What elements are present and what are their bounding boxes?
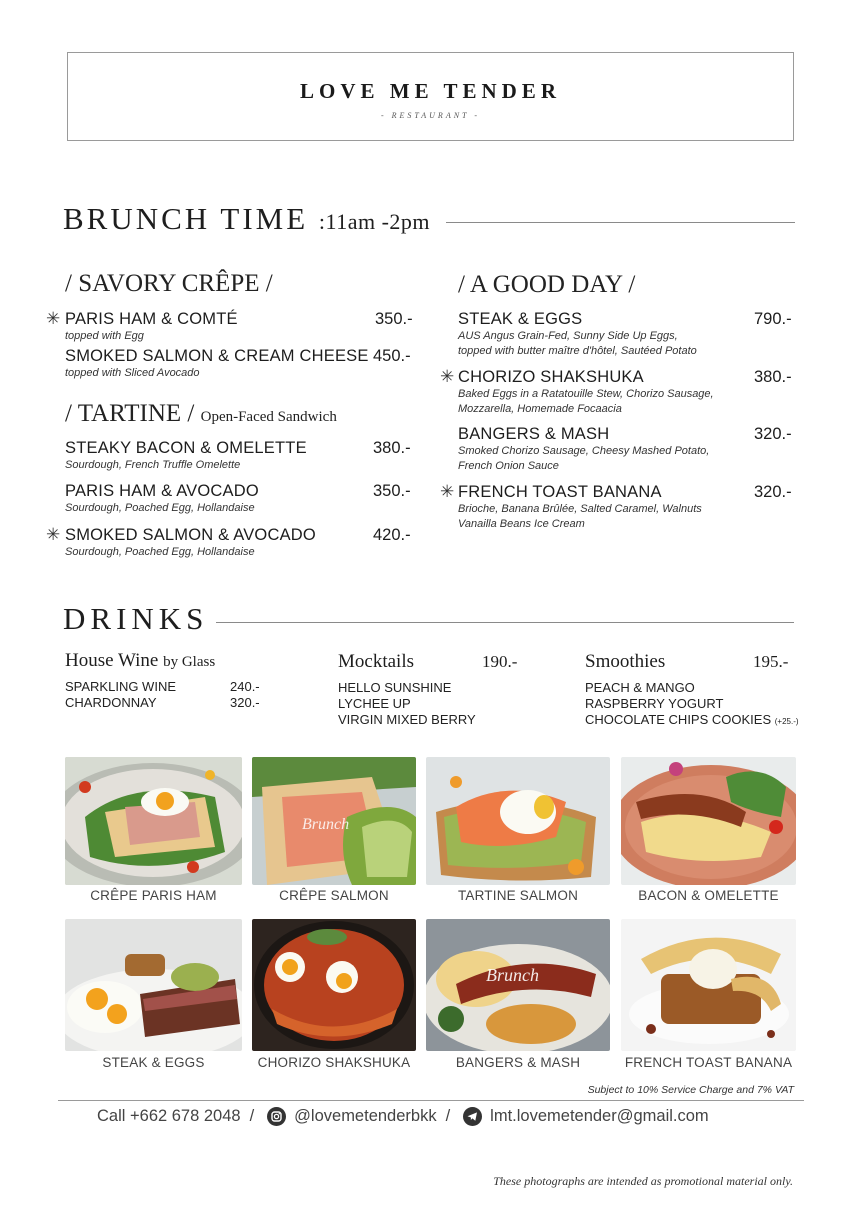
- drink-item: LYCHEE UP: [338, 696, 411, 711]
- menu-item-steaky-bacon-omelette: STEAKY BACON & OMELETTE Sourdough, French Truffle Omelette: [65, 439, 307, 471]
- bacon-omelette-image: [621, 757, 796, 885]
- drink-item: CHARDONNAY: [65, 695, 157, 710]
- menu-item-steak-eggs: STEAK & EGGS AUS Angus Grain-Fed, Sunny Side Up Eggs, topped with butter maître d'hôtel, Sautéed Potato: [458, 310, 697, 357]
- good-day-title: / A GOOD DAY /: [458, 271, 636, 298]
- tartine-title: / TARTINE / Open-Faced Sandwich: [65, 400, 337, 427]
- photo-caption: CHORIZO SHAKSHUKA: [257, 1055, 411, 1070]
- photo-bacon-omelette: [621, 757, 796, 885]
- photo-bangers-mash: [426, 919, 610, 1051]
- photo-caption: TARTINE SALMON: [457, 888, 579, 903]
- telegram-icon: [463, 1107, 482, 1126]
- drink-item: HELLO SUNSHINE: [338, 680, 452, 695]
- chorizo-shakshuka-image: [252, 919, 416, 1051]
- crepe-salmon-image: [252, 757, 416, 885]
- brunch-title-rule: [446, 222, 795, 223]
- drink-item: VIRGIN MIXED BERRY: [338, 712, 476, 727]
- footer-rule: [58, 1100, 804, 1101]
- drink-item: PEACH & MANGO: [585, 680, 695, 695]
- drink-price: 240.-: [230, 679, 260, 694]
- restaurant-subtitle: - RESTAURANT -: [380, 111, 481, 120]
- menu-item-price: 790.-: [754, 310, 792, 328]
- menu-item-price: 450.-: [373, 347, 411, 365]
- photo-caption: CRÊPE SALMON: [279, 888, 389, 903]
- savory-crepe-title: / SAVORY CRÊPE /: [65, 270, 273, 297]
- drink-item: SPARKLING WINE: [65, 679, 177, 694]
- photo-crepe-salmon: [252, 757, 416, 885]
- menu-item-paris-ham-avocado: PARIS HAM & AVOCADO Sourdough, Poached Egg, Hollandaise: [65, 482, 259, 514]
- smoothie-extra-price: (+25.-): [774, 717, 799, 726]
- menu-item-price: 320.-: [754, 425, 792, 443]
- menu-item-price: 350.-: [373, 482, 411, 500]
- bangers-mash-image: [426, 919, 610, 1051]
- menu-item-french-toast-banana: FRENCH TOAST BANANA Brioche, Banana Brûlée, Salted Caramel, Walnuts Vanailla Beans Ice Cream: [458, 483, 702, 530]
- recommended-star-icon: ✳: [46, 309, 61, 328]
- menu-item-price: 420.-: [373, 526, 411, 544]
- photo-chorizo-shakshuka: [252, 919, 416, 1051]
- smoothies-price: 195.-: [753, 652, 789, 671]
- photo-crepe-paris-ham: [65, 757, 242, 885]
- email-address[interactable]: lmt.lovemetender@gmail.com: [490, 1107, 709, 1125]
- crepe-paris-ham-image: [65, 757, 242, 885]
- menu-item-paris-ham-comte: PARIS HAM & COMTÉ topped with Egg: [65, 310, 238, 342]
- french-toast-banana-image: [621, 919, 796, 1051]
- brunch-section-title: BRUNCH TIME :11am -2pm: [63, 201, 431, 236]
- recommended-star-icon: ✳: [440, 367, 455, 386]
- menu-item-bangers-mash: BANGERS & MASH Smoked Chorizo Sausage, Cheesy Mashed Potato, French Onion Sauce: [458, 425, 710, 472]
- recommended-star-icon: ✳: [440, 482, 455, 501]
- drink-price: 320.-: [230, 695, 260, 710]
- service-charge-note: Subject to 10% Service Charge and 7% VAT: [587, 1084, 794, 1096]
- menu-item-smoked-salmon-avocado: SMOKED SALMON & AVOCADO Sourdough, Poached Egg, Hollandaise: [65, 526, 316, 558]
- drink-item: RASPBERRY YOGURT: [585, 696, 724, 711]
- photo-french-toast-banana: [621, 919, 796, 1051]
- tartine-salmon-image: [426, 757, 610, 885]
- photo-caption: BACON & OMELETTE: [638, 888, 779, 903]
- photo-caption: FRENCH TOAST BANANA: [624, 1055, 793, 1070]
- phone-number[interactable]: Call +662 678 2048: [97, 1107, 241, 1125]
- drinks-section-title: DRINKS: [63, 601, 209, 636]
- house-wine-title: House Wine by Glass: [65, 650, 216, 671]
- instagram-icon: [267, 1107, 286, 1126]
- recommended-star-icon: ✳: [46, 525, 61, 544]
- drinks-title-rule: [216, 622, 794, 623]
- menu-item-smoked-salmon-cream-cheese: SMOKED SALMON & CREAM CHEESE topped with Sliced Avocado: [65, 347, 369, 379]
- steak-eggs-image: [65, 919, 242, 1051]
- smoothies-title: Smoothies: [585, 651, 666, 672]
- menu-item-price: 320.-: [754, 483, 792, 501]
- brunch-watermark: Brunch: [486, 965, 539, 985]
- tartine-note: Open-Faced Sandwich: [200, 409, 337, 425]
- separator: /: [249, 1107, 255, 1125]
- restaurant-name: LOVE ME TENDER: [300, 79, 561, 103]
- menu-item-price: 380.-: [754, 368, 792, 386]
- menu-item-price: 350.-: [375, 310, 413, 328]
- photo-caption: CRÊPE PARIS HAM: [90, 888, 217, 903]
- restaurant-header: [67, 52, 794, 141]
- photo-caption: BANGERS & MASH: [455, 1055, 581, 1070]
- menu-item-chorizo-shakshuka: CHORIZO SHAKSHUKA Baked Eggs in a Ratatouille Stew, Chorizo Sausage, Mozzarella, Homemade Focaacia: [458, 368, 714, 415]
- photo-disclaimer: These photographs are intended as promotional material only.: [493, 1174, 793, 1188]
- mocktails-price: 190.-: [482, 652, 518, 671]
- house-wine-note: by Glass: [163, 654, 216, 670]
- brunch-watermark: Brunch: [302, 816, 350, 833]
- mocktails-title: Mocktails: [338, 651, 414, 672]
- photo-caption: STEAK & EGGS: [102, 1055, 205, 1070]
- contact-row: [97, 1107, 709, 1126]
- photo-tartine-salmon: [426, 757, 610, 885]
- instagram-handle[interactable]: @lovemetenderbkk: [294, 1107, 437, 1125]
- menu-item-price: 380.-: [373, 439, 411, 457]
- separator: /: [445, 1107, 451, 1125]
- brunch-hours: :11am -2pm: [318, 209, 431, 234]
- drink-item: CHOCOLATE CHIPS COOKIES (+25.-): [585, 712, 799, 727]
- photo-steak-eggs: [65, 919, 242, 1051]
